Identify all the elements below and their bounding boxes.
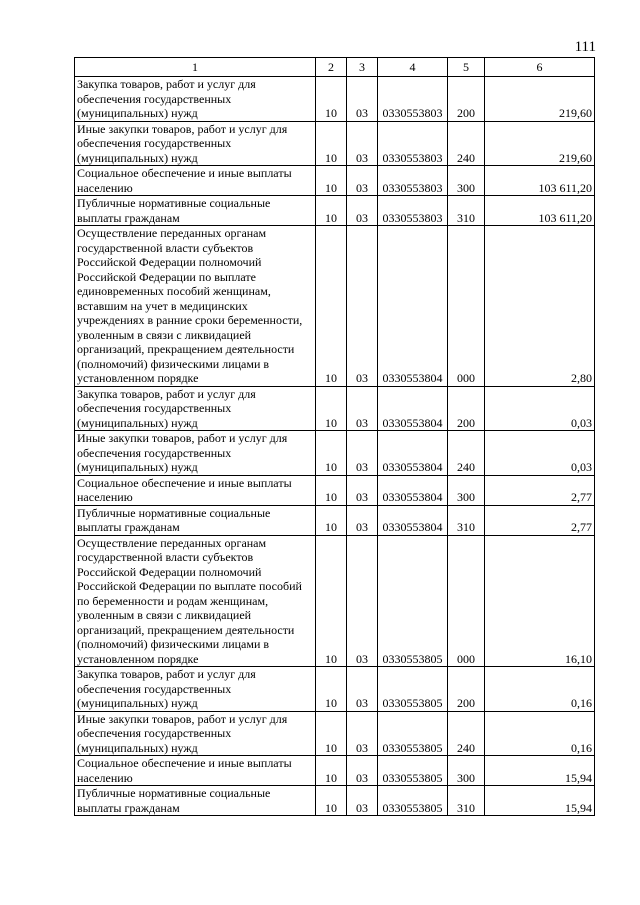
row-target-code: 0330553805 bbox=[378, 667, 448, 712]
row-target-code: 0330553804 bbox=[378, 475, 448, 505]
row-subsection: 03 bbox=[347, 121, 378, 166]
row-amount: 15,94 bbox=[485, 786, 595, 816]
row-subsection: 03 bbox=[347, 756, 378, 786]
row-section: 10 bbox=[316, 711, 347, 756]
row-expense-type: 310 bbox=[448, 505, 485, 535]
row-section: 10 bbox=[316, 475, 347, 505]
row-subsection: 03 bbox=[347, 77, 378, 122]
row-expense-type: 240 bbox=[448, 431, 485, 476]
row-target-code: 0330553803 bbox=[378, 121, 448, 166]
row-target-code: 0330553804 bbox=[378, 431, 448, 476]
row-name: Иные закупки товаров, работ и услуг для обеспечения государственных (муниципальных) нужд bbox=[75, 121, 316, 166]
row-target-code: 0330553803 bbox=[378, 166, 448, 196]
row-amount: 2,77 bbox=[485, 475, 595, 505]
header-col-1: 1 bbox=[75, 58, 316, 77]
row-section: 10 bbox=[316, 535, 347, 667]
row-name: Закупка товаров, работ и услуг для обеспечения государственных (муниципальных) нужд bbox=[75, 77, 316, 122]
row-subsection: 03 bbox=[347, 667, 378, 712]
row-target-code: 0330553805 bbox=[378, 535, 448, 667]
row-subsection: 03 bbox=[347, 786, 378, 816]
row-name: Закупка товаров, работ и услуг для обеспечения государственных (муниципальных) нужд bbox=[75, 667, 316, 712]
row-amount: 0,16 bbox=[485, 711, 595, 756]
row-subsection: 03 bbox=[347, 711, 378, 756]
row-section: 10 bbox=[316, 226, 347, 387]
table-row bbox=[75, 505, 595, 535]
row-name: Социальное обеспечение и иные выплаты населению bbox=[75, 756, 316, 786]
row-subsection: 03 bbox=[347, 431, 378, 476]
row-amount: 0,03 bbox=[485, 386, 595, 431]
row-amount: 16,10 bbox=[485, 535, 595, 667]
row-target-code: 0330553805 bbox=[378, 756, 448, 786]
table-row bbox=[75, 711, 595, 756]
header-col-3: 3 bbox=[347, 58, 378, 77]
table-row bbox=[75, 756, 595, 786]
row-amount: 2,80 bbox=[485, 226, 595, 387]
row-name: Осуществление переданных органам государственной власти субъектов Российской Федерации полномочий Российской Федерации по выплате единовременных пособий женщинам, вставшим на учет в медицинских учреждениях в ранние сроки беременности, уволенным в связи с ликвидацией организаций, прекращением деятельности (полномочий) физическими лицами в установленном порядке bbox=[75, 226, 316, 387]
row-section: 10 bbox=[316, 667, 347, 712]
row-target-code: 0330553803 bbox=[378, 196, 448, 226]
table-row bbox=[75, 431, 595, 476]
row-amount: 0,16 bbox=[485, 667, 595, 712]
row-target-code: 0330553805 bbox=[378, 786, 448, 816]
header-col-5: 5 bbox=[448, 58, 485, 77]
row-expense-type: 240 bbox=[448, 121, 485, 166]
page-number: 111 bbox=[574, 39, 596, 55]
table-row bbox=[75, 226, 595, 387]
row-expense-type: 200 bbox=[448, 77, 485, 122]
row-target-code: 0330553804 bbox=[378, 226, 448, 387]
table-row bbox=[75, 121, 595, 166]
row-amount: 103 611,20 bbox=[485, 166, 595, 196]
row-subsection: 03 bbox=[347, 226, 378, 387]
row-expense-type: 300 bbox=[448, 166, 485, 196]
row-amount: 103 611,20 bbox=[485, 196, 595, 226]
table-row bbox=[75, 77, 595, 122]
row-name: Социальное обеспечение и иные выплаты населению bbox=[75, 166, 316, 196]
row-expense-type: 310 bbox=[448, 786, 485, 816]
row-section: 10 bbox=[316, 786, 347, 816]
header-col-4: 4 bbox=[378, 58, 448, 77]
row-expense-type: 200 bbox=[448, 667, 485, 712]
row-section: 10 bbox=[316, 756, 347, 786]
row-subsection: 03 bbox=[347, 386, 378, 431]
row-section: 10 bbox=[316, 121, 347, 166]
table-row bbox=[75, 786, 595, 816]
row-subsection: 03 bbox=[347, 505, 378, 535]
row-name: Публичные нормативные социальные выплаты гражданам bbox=[75, 786, 316, 816]
row-section: 10 bbox=[316, 386, 347, 431]
table-row bbox=[75, 166, 595, 196]
row-expense-type: 200 bbox=[448, 386, 485, 431]
header-col-6: 6 bbox=[485, 58, 595, 77]
row-expense-type: 000 bbox=[448, 226, 485, 387]
row-amount: 219,60 bbox=[485, 77, 595, 122]
row-name: Публичные нормативные социальные выплаты гражданам bbox=[75, 505, 316, 535]
row-expense-type: 300 bbox=[448, 756, 485, 786]
row-name: Иные закупки товаров, работ и услуг для обеспечения государственных (муниципальных) нужд bbox=[75, 431, 316, 476]
row-expense-type: 240 bbox=[448, 711, 485, 756]
table-row bbox=[75, 386, 595, 431]
row-section: 10 bbox=[316, 166, 347, 196]
row-target-code: 0330553803 bbox=[378, 77, 448, 122]
table-row bbox=[75, 667, 595, 712]
row-amount: 2,77 bbox=[485, 505, 595, 535]
table-row bbox=[75, 475, 595, 505]
row-target-code: 0330553804 bbox=[378, 386, 448, 431]
budget-table bbox=[74, 57, 595, 816]
row-section: 10 bbox=[316, 431, 347, 476]
row-expense-type: 310 bbox=[448, 196, 485, 226]
row-expense-type: 300 bbox=[448, 475, 485, 505]
table-row bbox=[75, 535, 595, 667]
row-amount: 219,60 bbox=[485, 121, 595, 166]
row-target-code: 0330553805 bbox=[378, 711, 448, 756]
row-name: Социальное обеспечение и иные выплаты населению bbox=[75, 475, 316, 505]
header-col-2: 2 bbox=[316, 58, 347, 77]
row-section: 10 bbox=[316, 77, 347, 122]
row-subsection: 03 bbox=[347, 166, 378, 196]
row-amount: 15,94 bbox=[485, 756, 595, 786]
row-expense-type: 000 bbox=[448, 535, 485, 667]
row-target-code: 0330553804 bbox=[378, 505, 448, 535]
row-subsection: 03 bbox=[347, 535, 378, 667]
row-subsection: 03 bbox=[347, 475, 378, 505]
row-amount: 0,03 bbox=[485, 431, 595, 476]
row-name: Публичные нормативные социальные выплаты гражданам bbox=[75, 196, 316, 226]
row-section: 10 bbox=[316, 505, 347, 535]
header-row bbox=[75, 58, 595, 77]
table-row bbox=[75, 196, 595, 226]
row-name: Осуществление переданных органам государственной власти субъектов Российской Федерации полномочий Российской Федерации по выплате пособий по беременности и родам женщинам, уволенным в связи с ликвидацией организаций, прекращением деятельности (полномочий) физическими лицами в установленном порядке bbox=[75, 535, 316, 667]
row-subsection: 03 bbox=[347, 196, 378, 226]
row-name: Закупка товаров, работ и услуг для обеспечения государственных (муниципальных) нужд bbox=[75, 386, 316, 431]
row-name: Иные закупки товаров, работ и услуг для обеспечения государственных (муниципальных) нужд bbox=[75, 711, 316, 756]
row-section: 10 bbox=[316, 196, 347, 226]
